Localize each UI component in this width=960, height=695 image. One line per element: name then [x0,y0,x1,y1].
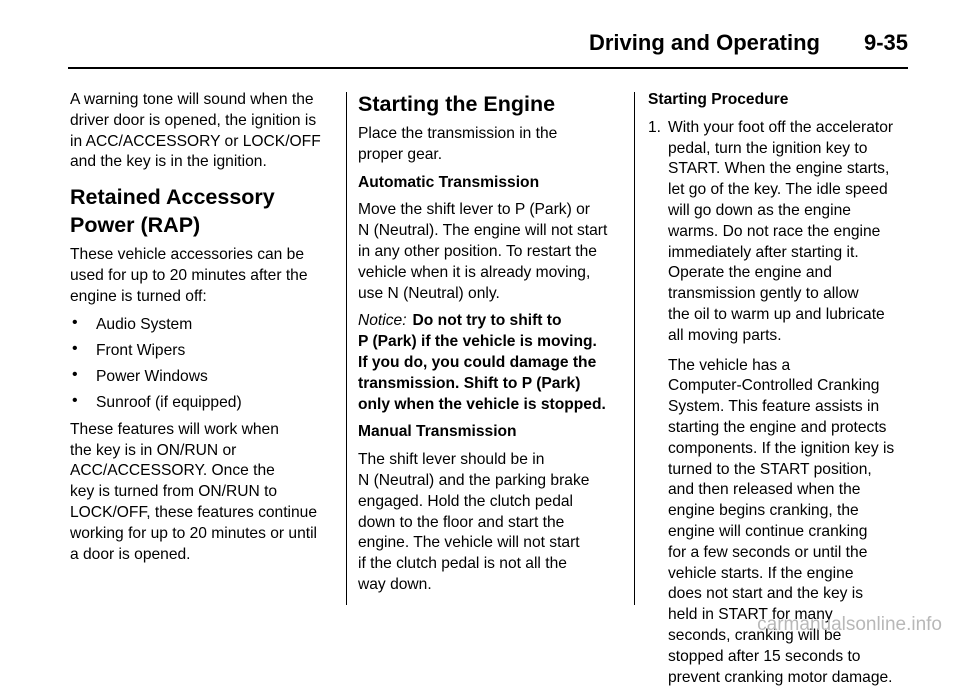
list-item-text: Sunroof (if equipped) [96,394,242,412]
text-line: pedal, turn the ignition key to [668,139,868,157]
text-line: engine begins cranking, the [668,502,859,520]
text-line: components. If the ignition key is [668,439,895,457]
starting-engine-heading: Starting the Engine [358,92,556,116]
column-divider-2 [634,92,635,605]
list-item [70,315,338,336]
text-line: a door is opened. [70,545,191,563]
step-paragraph [668,118,910,347]
notice-label: Notice: [358,312,407,330]
text-line: transmission gently to allow [668,285,859,303]
text-line: way down. [358,575,432,593]
text-line: A warning tone will sound when the [70,91,314,108]
text-line: Computer-Controlled Cranking [668,377,880,395]
automatic-paragraph [358,200,626,304]
text-line: N (Neutral). The engine will not start [358,222,608,240]
text-line: transmission. Shift to P (Park) [358,374,581,392]
text-line: These features will work when [70,420,279,438]
list-item [70,393,338,414]
text-line: in ACC/ACCESSORY or LOCK/OFF [70,132,321,150]
cranking-system-paragraph [668,356,910,689]
text-line: engine. The vehicle will not start [358,534,580,552]
text-line: prevent cranking motor damage. [668,668,893,686]
notice-paragraph [358,311,626,415]
column-1 [70,90,338,572]
procedure-steps [648,118,910,689]
text-line: for a few seconds or until the [668,543,868,561]
text-line: LOCK/OFF, these features continue [70,503,318,521]
procedure-step-1 [648,118,910,689]
column-3 [648,90,910,695]
list-item-text: Audio System [96,315,193,333]
text-line: starting the engine and protects [668,418,887,436]
text-line: Operate the engine and [668,264,832,282]
text-line: engine will continue cranking [668,522,868,540]
text-line: only when the vehicle is stopped. [358,395,606,413]
text-line: Move the shift lever to P (Park) or [358,201,590,219]
step-number: 1. [648,118,662,136]
text-line: P (Park) if the vehicle is moving. [358,333,597,351]
text-line: will go down as the engine [668,201,851,219]
text-line: held in START for many [668,606,833,624]
text-line: use N (Neutral) only. [358,284,500,302]
text-line: System. This feature assists in [668,398,880,416]
accessories-paragraph [70,245,338,307]
text-line: used for up to 20 minutes after the [70,266,308,284]
text-line: if the clutch pedal is not all the [358,555,567,573]
text-line: vehicle when it is already moving, [358,263,591,281]
header-divider [68,67,908,69]
text-line: down to the floor and start the [358,513,565,531]
warning-tone-paragraph [70,90,338,173]
text-line: key is turned from ON/RUN to [70,483,278,501]
text-line: With your foot off the accelerator [668,118,894,136]
column-2 [358,90,626,603]
text-line: in any other position. To restart the [358,242,597,260]
text-line: Place the transmission in the [358,125,558,142]
text-line: does not start and the key is [668,585,864,603]
heading-line: Retained Accessory [70,185,275,210]
text-line: and the key is in the ignition. [70,153,267,171]
text-line: the key is in ON/RUN or [70,441,237,459]
text-line: working for up to 20 minutes or until [70,524,318,542]
watermark: carmanualsonline.info [757,614,942,635]
text-line: START. When the engine starts, [668,160,890,178]
bullet-icon: • [72,313,78,331]
place-transmission-paragraph [358,124,626,166]
text-line: the oil to warm up and lubricate [668,305,885,323]
page-number: 9-35 [863,30,908,55]
manual-transmission-subheading: Manual Transmission [358,423,517,441]
text-line: seconds, cranking will be [668,626,842,644]
manual-paragraph [358,450,626,596]
list-item-text: Power Windows [96,368,208,386]
text-line: all moving parts. [668,326,782,344]
text-line: vehicle starts. If the engine [668,564,854,582]
bullet-icon: • [72,366,78,384]
text-line: engaged. Hold the clutch pedal [358,492,574,510]
text-line: N (Neutral) and the parking brake [358,471,590,489]
list-item [70,341,338,362]
starting-procedure-subheading: Starting Procedure [648,91,789,108]
automatic-transmission-subheading: Automatic Transmission [358,173,540,191]
notice-first-line [358,311,626,332]
text-line: and then released when the [668,481,861,499]
text-line: warms. Do not race the engine [668,222,881,240]
text-line: If you do, you could damage the [358,353,597,371]
text-line: stopped after 15 seconds to [668,647,861,665]
bullet-icon: • [72,339,78,357]
features-paragraph [70,420,338,566]
text-line: The vehicle has a [668,356,791,374]
text-line: turned to the START position, [668,460,872,478]
text-line: driver door is opened, the ignition is [70,111,317,129]
text-line: engine is turned off: [70,287,207,305]
text-line: let go of the key. The idle speed [668,181,888,199]
text-line: immediately after starting it. [668,243,859,261]
accessory-list [70,315,338,415]
bullet-icon: • [72,392,78,410]
text-line: The shift lever should be in [358,451,545,469]
heading-line: Power (RAP) [70,213,201,238]
section-title: Driving and Operating [588,30,820,55]
text-line: These vehicle accessories can be [70,246,305,264]
rap-heading [70,183,338,239]
column-divider-1 [346,92,347,605]
text-line: Do not try to shift to [412,312,562,330]
text-line: proper gear. [358,145,443,163]
text-line: ACC/ACCESSORY. Once the [70,462,275,480]
list-item [70,367,338,388]
list-item-text: Front Wipers [96,341,186,359]
